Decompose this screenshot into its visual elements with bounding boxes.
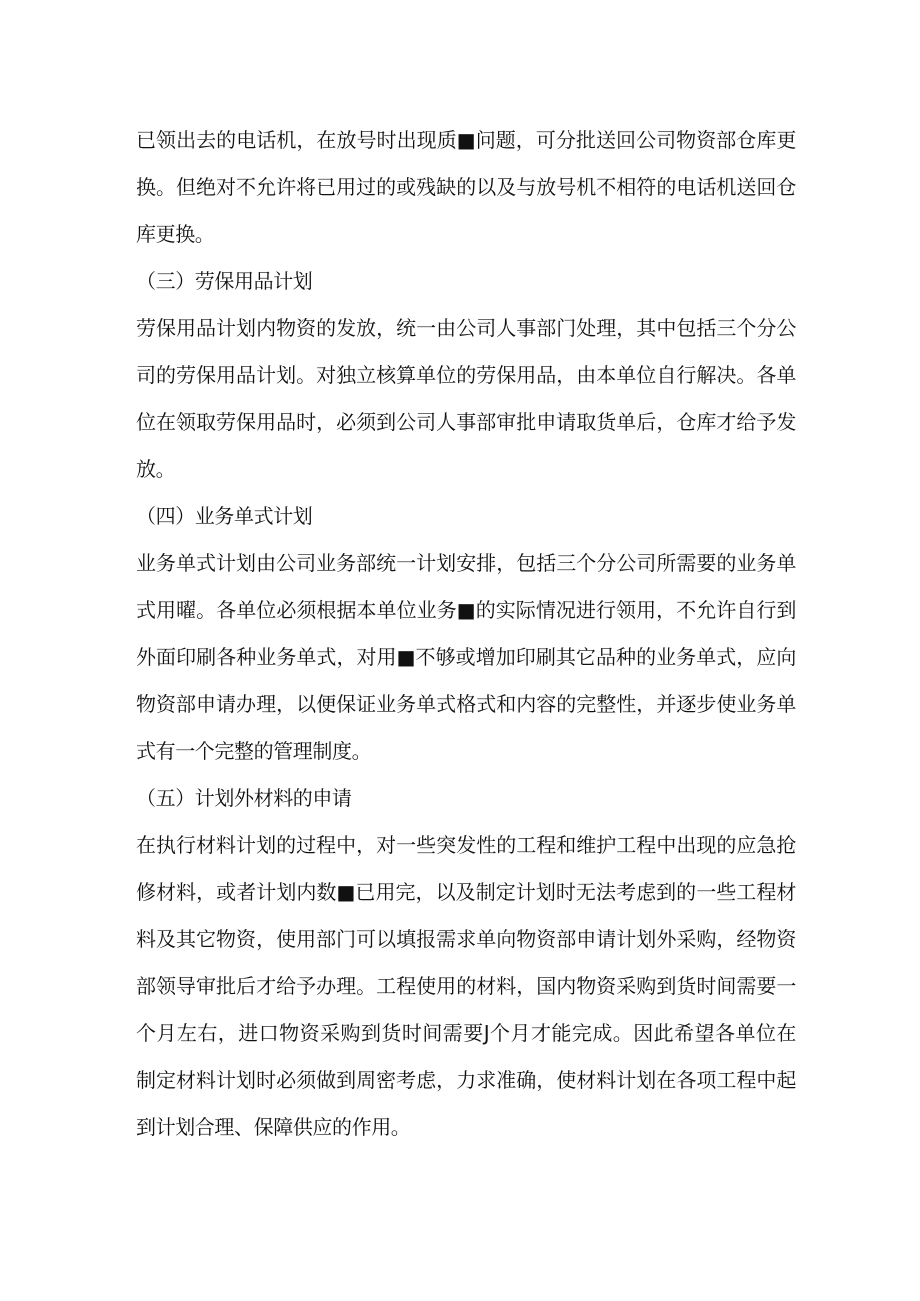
paragraph-line: 司的劳保用品计划。对独立核算单位的劳保用品，由本单位自行解决。各单: [136, 363, 796, 387]
paragraph-line: 部领导审批后才给予办理。工程使用的材料，国内物资采购到货时间需要一: [136, 974, 796, 998]
paragraph-line: 位在领取劳保用品时，必须到公司人事部审批申请取货单后，仓库才给予发: [136, 410, 796, 434]
paragraph-line: 换。但绝对不允许将已用过的或残缺的以及与放号机不相符的电话机送回仓: [136, 175, 796, 199]
paragraph-line: 在执行材料计划的过程中，对一些突发性的工程和维护工程中出现的应急抢: [136, 833, 796, 857]
paragraph-line: 放。: [136, 457, 176, 481]
paragraph-line: 物资部申请办理，以便保证业务单式格式和内容的完整性，并逐步使业务单: [136, 692, 796, 716]
document-body: [136, 117, 796, 1151]
paragraph-line: 劳保用品计划内物资的发放，统一由公司人事部门处理，其中包括三个分公: [136, 316, 796, 340]
paragraph-line: 业务单式计划由公司业务部统一计划安排，包括三个分公司所需要的业务单: [136, 551, 796, 575]
paragraph-line: 已领出去的电话机，在放号时出现质■问题，可分批送回公司物资部仓库更: [136, 128, 796, 152]
section-heading-5: （五）计划外材料的申请: [136, 786, 352, 810]
paragraph-line: 料及其它物资，使用部门可以填报需求单向物资部申请计划外采购，经物资: [136, 927, 796, 951]
paragraph-line: 制定材料计划时必须做到周密考虑，力求准确，使材料计划在各项工程中起: [136, 1068, 796, 1092]
paragraph-line: 到计划合理、保障供应的作用。: [136, 1115, 411, 1139]
section-heading-3: （三）劳保用品计划: [136, 269, 313, 293]
paragraph-line: 式用曜。各单位必须根据本单位业务■的实际情况进行领用，不允许自行到: [136, 598, 796, 622]
paragraph-line: 库更换。: [136, 222, 215, 246]
paragraph-line: 修材料，或者计划内数■已用完，以及制定计划时无法考虑到的一些工程材: [136, 880, 796, 904]
paragraph-line: 外面印刷各种业务单式，对用■不够或增加印刷其它品种的业务单式，应向: [136, 645, 796, 669]
paragraph-line: 个月左右，进口物资采购到货时间需要J个月才能完成。因此希望各单位在: [136, 1021, 796, 1045]
paragraph-line: 式有一个完整的管理制度。: [136, 739, 372, 763]
section-heading-4: （四）业务单式计划: [136, 504, 313, 528]
